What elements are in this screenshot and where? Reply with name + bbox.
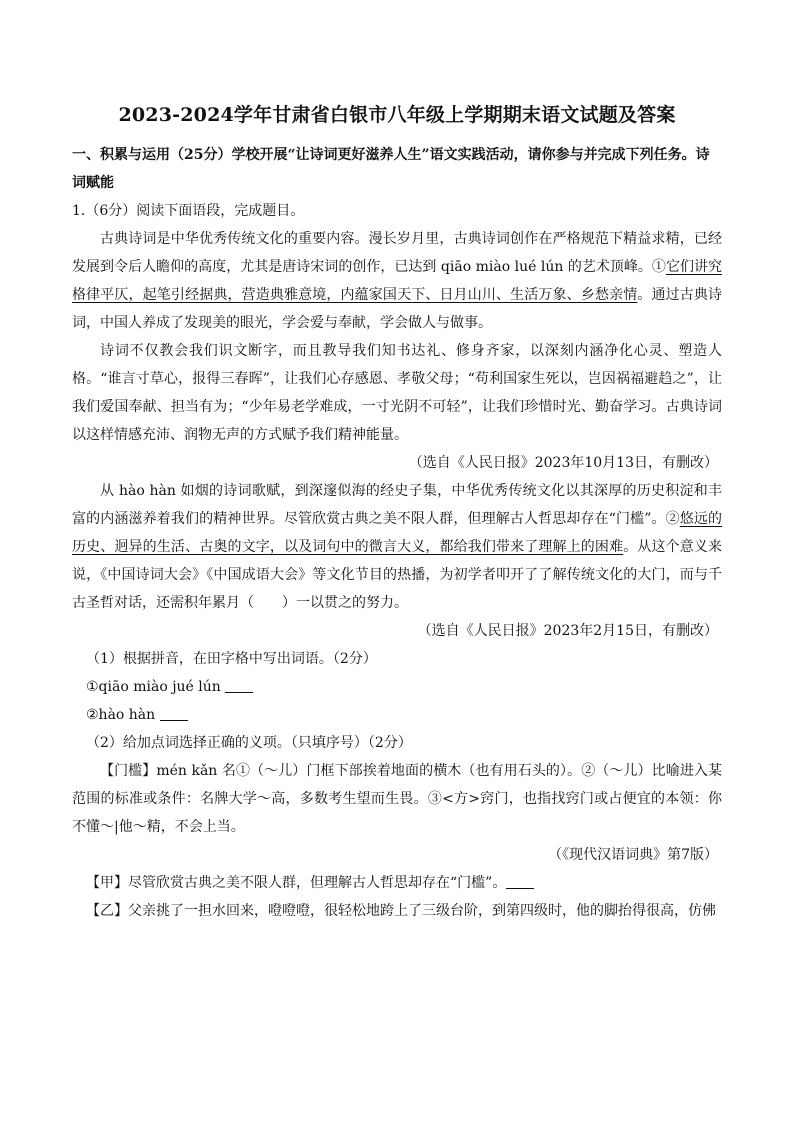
answer-blank-a[interactable]: [225, 678, 253, 693]
paragraph-2: 诗词不仅教会我们识文断字，而且教导我们知书达礼、修身齐家，以深刻内涵净化心灵、塑造人格。“谁言寸草心，报得三春晖”，让我们心存感恩、孝敬父母；“苟利国家生死以，岂因祸福避趋之”，让我们爱国奉献、担当有为；“少年易老学难成，一寸光阴不可轻”，让我们珍惜时光、勤奋学习。古典诗词以这样情感充沛、润物无声的方式赋予我们精神能量。: [72, 343, 722, 443]
subquestion-1: （1）根据拼音，在田字格中写出词语。（2分）: [86, 651, 377, 667]
answer-blank-b[interactable]: [160, 706, 188, 721]
item-yi: 【乙】父亲挑了一担水回来，噔噔噔，很轻松地跨上了三级台阶，到第四级时，他的脚抬得很高，仿佛: [86, 903, 716, 919]
pinyin-b: ②hào hàn: [86, 707, 156, 723]
question-stem: 1.（6分）阅读下面语段，完成题目。: [72, 203, 305, 219]
paragraph-3-text-a: 从 hào hàn 如烟的诗词歌赋，到深邃似海的经史子集，中华优秀传统文化以其深厚的历史积淀和丰富的内涵滋养着我们的精神世界。尽管欣赏古典之美不限人群，但理解古人哲思却存在“门槛”。②: [72, 483, 722, 527]
section-heading: [72, 141, 722, 197]
section-heading-line2: 词赋能: [72, 175, 114, 191]
dictionary-entry: 【门槛】mén kǎn 名①（～儿）门框下部挨着地面的横木（也有用石头的）。②（～儿）比喻进入某范围的标准或条件：名牌大学～高，多数考生望而生畏。③<方>窍门，也指找窍门或占便宜的本领：你不懂～|他～精，不会上当。: [72, 763, 722, 835]
source-citation-2: （选自《人民日报》2023年2月15日，有删改）: [417, 623, 718, 639]
item-jia-text: 【甲】尽管欣赏古典之美不限人群，但理解古人哲思却存在“门槛”。: [86, 875, 507, 891]
subquestion-1-item-a: [72, 673, 722, 701]
document-page: [72, 100, 722, 925]
answer-blank-jia[interactable]: [506, 874, 534, 889]
section-heading-line1: 一、积累与运用（25分）学校开展“让诗词更好滋养人生”语文实践活动，请你参与并完成下列任务。诗: [72, 147, 710, 163]
page-title: 2023-2024学年甘肃省白银市八年级上学期期末语文试题及答案: [118, 104, 676, 126]
underlined-sentence-1: 它们讲究格律平仄，起笔引经据典，营造典雅意境，内蕴家国天下、日月山川、生活万象、乡愁亲情: [72, 259, 722, 303]
paragraph-1: [72, 225, 722, 337]
dictionary-source: （《现代汉语词典》第7版）: [548, 847, 718, 863]
paragraph-1-text-a: 古典诗词是中华优秀传统文化的重要内容。漫长岁月里，古典诗词创作在严格规范下精益求精，已经发展到令后人瞻仰的高度，尤其是唐诗宋词的创作，已达到 qiāo miào lué lún 的艺术顶峰。①: [72, 231, 722, 275]
paragraph-1-text-b: 。通过古典诗词，中国人养成了发现美的眼光，学会爱与奉献，学会做人与做事。: [72, 287, 723, 331]
pinyin-a: ①qiāo miào jué lún: [86, 679, 221, 695]
source-citation-1: （选自《人民日报》2023年10月13日，有删改）: [408, 455, 718, 471]
subquestion-1-item-b: [72, 701, 722, 729]
paragraph-3-text-b: 。从这个意义来说，《中国诗词大会》《中国成语大会》等文化节目的热播，为初学者叩开了了解传统文化的大门，而与千古圣哲对话，还需积年累月（ ）一以贯之的努力。: [72, 539, 723, 611]
subquestion-2: （2）给加点词选择正确的义项。（只填序号）（2分）: [86, 735, 412, 751]
item-jia: [72, 869, 722, 897]
paragraph-3: [72, 477, 722, 617]
underlined-sentence-2: 悠远的历史、迥异的生活、古奥的文字，以及词句中的微言大义，都给我们带来了理解上的困难: [72, 511, 723, 555]
